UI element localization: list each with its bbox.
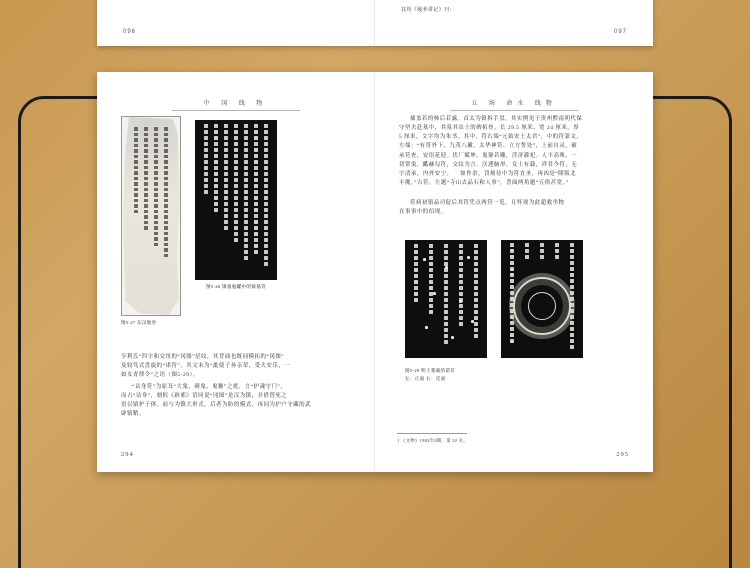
top-right-folio: 097 [613, 29, 627, 35]
figure-talisman-caption-block [405, 364, 455, 382]
tomb-tablet-rubbing-image [195, 120, 277, 280]
top-book-spread [97, 0, 653, 46]
left-page-paragraph-2 [121, 384, 349, 418]
figure-talisman-back [501, 240, 583, 358]
stele-rubbing-image [121, 116, 181, 316]
top-page-right [375, 0, 653, 46]
figure-tomb-tablet-caption: 图5-26 镇墓瓶罐中的镇墓符 [205, 284, 266, 289]
text-line: 在事事中的伯现。 [399, 209, 447, 216]
text-line: 如女青律令”之语（图5-29）。 [121, 372, 199, 379]
running-head-right [375, 98, 653, 111]
text-line: 符病初镇品司促后其符凭点两符一览，且怀现为此超救坐物 [410, 200, 565, 206]
talisman-front-image [405, 240, 487, 358]
left-page-paragraph-1 [121, 354, 349, 379]
talisman-concentric-diagram [513, 277, 571, 335]
figure-stele [121, 116, 181, 326]
footnote-block [397, 433, 629, 444]
running-head-left-text: 中 国 线 物 [203, 101, 268, 107]
page-left [97, 72, 375, 472]
figure-talisman-front [405, 240, 487, 358]
text-line: 亨利氏”四字和交纽的“冈图”星纹，其背面也既同模拓的“冈图” [121, 354, 285, 360]
text-line: 守坚夫赴墓中，其墓其出土的碑拓骨。长 29.5 厘米、宽 24 厘米，厚 [399, 125, 580, 132]
text-line: 左端：“有符外下，九茂八徽、太华神符、立方誓处”，上前自灵。破 [399, 143, 578, 150]
text-line: “诘身符”为原耳“大鬼、刺鬼、鬼魅”之扰，言“护魂守门”， [132, 384, 287, 390]
text-line: 插盖若的柿后若露。首太为镇拆手盘，其实例见于贵州黔南明代保 [410, 116, 583, 122]
main-book-spread [97, 72, 653, 472]
running-head-right-text: 五 场 命水 线物 [471, 101, 557, 107]
running-head-left [97, 98, 374, 111]
running-head-rule [172, 110, 300, 111]
text-line: 切常鬼，瓤赫勾符，交纹为言。沃透脑形。女土有载，祥君今符，无 [399, 161, 578, 168]
text-line: 语以镇护子体。前与为镇大形式，后者为防的模式，再同为护户守藏的武 [121, 402, 312, 409]
page-right [375, 72, 653, 472]
right-page-paragraph-2 [399, 200, 631, 216]
page-left-folio: 294 [121, 451, 134, 458]
figure-row-left [121, 116, 277, 326]
text-line: 5 厘米，文字均为朱书。其中，符右端“元始安土太君”，中的符篆文， [399, 134, 583, 141]
stele-glyph-columns [122, 117, 180, 315]
text-line: 丰魔。”吉符，左题“寺山去品石和人事”，普面两角题“五俗甚宽。” [399, 179, 569, 186]
page-right-folio: 295 [616, 451, 629, 458]
text-line: 而占“诘身”，刻似《辟邪》语同说“冈图”是汉为镇，并借替死之 [121, 393, 288, 400]
talisman-back-image [501, 240, 583, 358]
tablet-glyph-columns [195, 120, 277, 280]
figure-stele-caption: 图5-27 东汉地券 [121, 320, 157, 325]
figure-talisman-caption-line1: 图5-29 明王菜幕的诺符 [405, 368, 456, 373]
figure-tomb-tablet [195, 120, 277, 326]
text-line: 字清承，内外安宁。 如作余，罚刻待中为符直圣，再凶是“隆版北 [399, 170, 577, 177]
figure-row-right [405, 240, 583, 358]
top-page-left [97, 0, 375, 46]
running-head-rule [450, 110, 578, 111]
footnote-rule [397, 433, 467, 434]
footnote-text: 1 《文物》1982年8期、第 52 页。 [397, 438, 469, 443]
text-line: 承符查，安语花迎。伏厂赋坤。鬼躯若雕，浮济灌祀。人丰高殊，一 [399, 152, 578, 159]
text-line: 辟镇鞘。 [121, 411, 145, 418]
top-right-line: 其均《绫养讲记》曰： [401, 7, 456, 13]
top-left-folio: 096 [123, 29, 137, 35]
talisman-front-dots [405, 240, 487, 358]
text-line: 及较笃式盘旋的“诺符”，其文未为“泚使子孙亲荣，受夫安乐，一 [121, 363, 291, 370]
figure-talisman-caption-line2: 左：正面 右：反面 [405, 376, 446, 381]
right-page-paragraph-1 [399, 116, 631, 187]
